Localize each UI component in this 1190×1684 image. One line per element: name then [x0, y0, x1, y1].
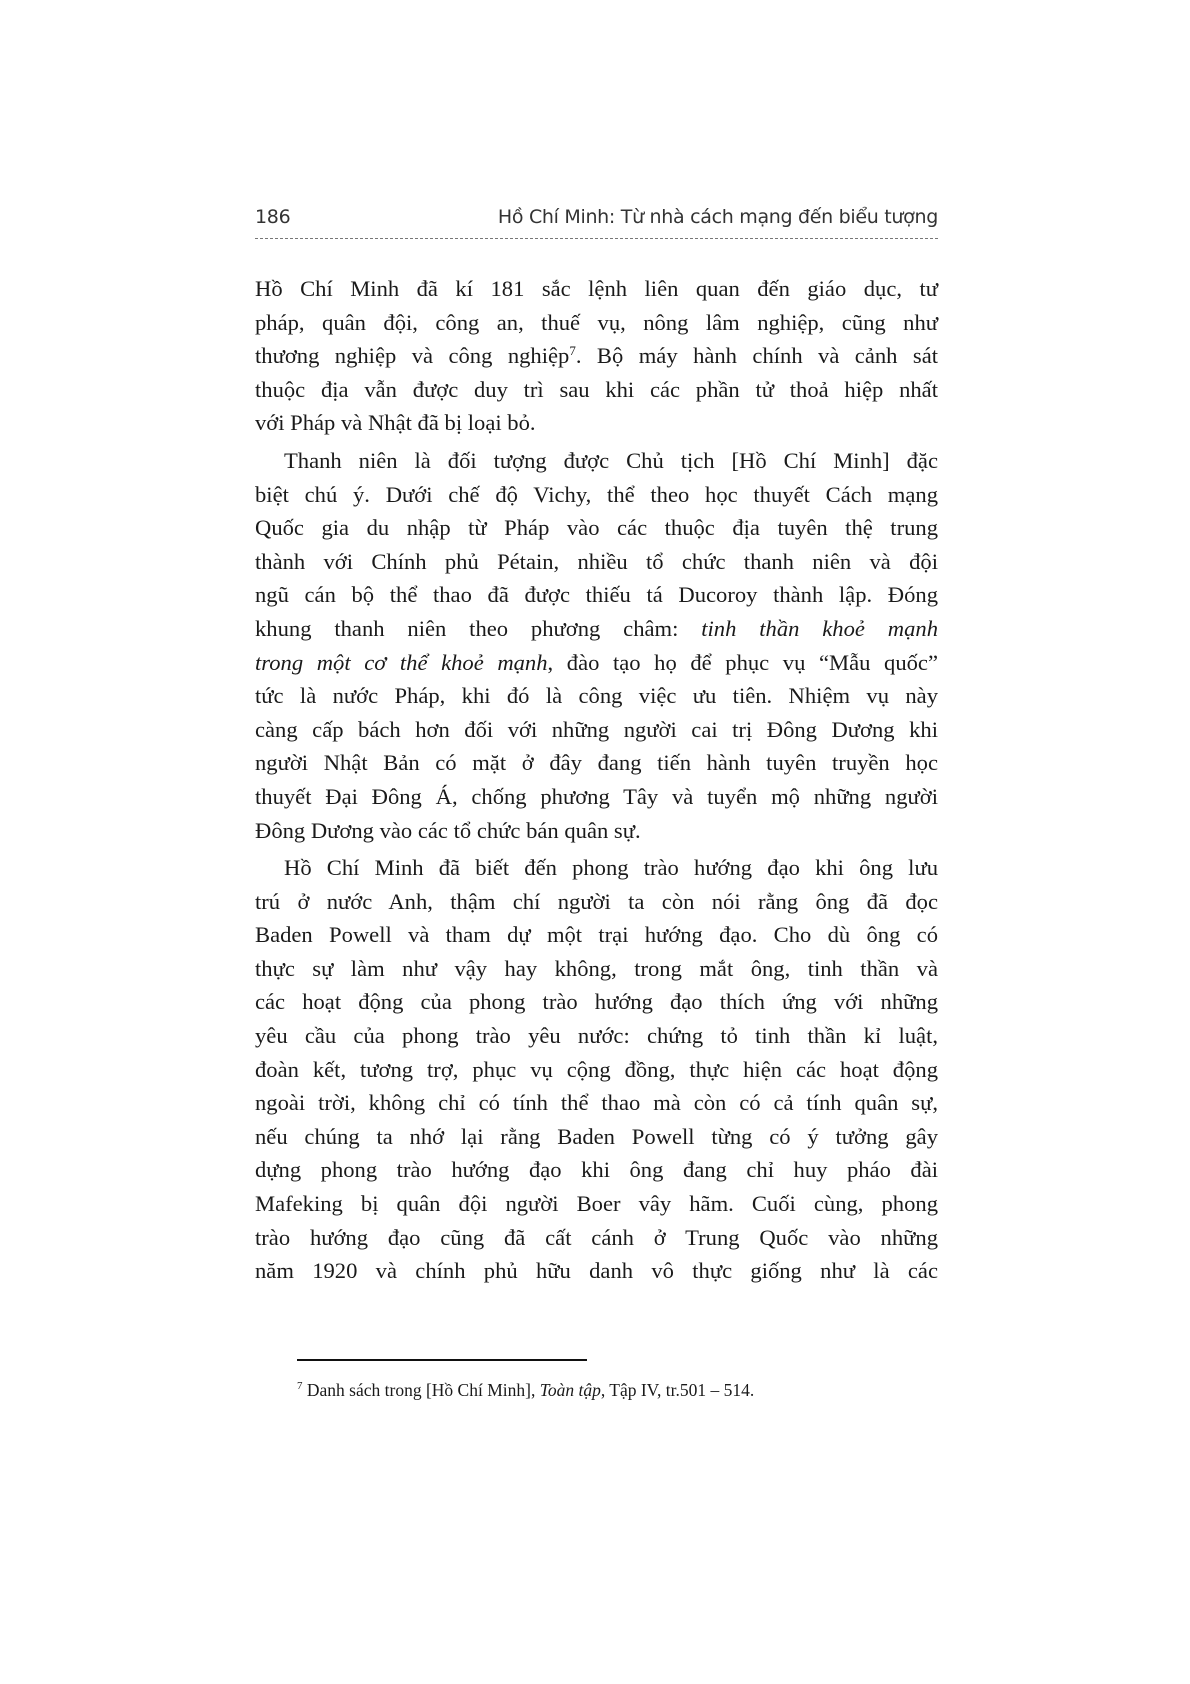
text-line: [255, 1086, 938, 1120]
text-line: [255, 612, 938, 646]
text-segment: Đông Dương vào các tổ chức bán quân sự.: [255, 817, 641, 843]
text-segment: yêu cầu của phong trào yêu nước: chứng tỏ tinh thần kỉ luật,: [255, 1023, 938, 1049]
text-line: [255, 1221, 938, 1255]
text-line: [255, 1019, 938, 1053]
text-segment: dựng phong trào hướng đạo khi ông đang chỉ huy pháo đài: [255, 1157, 938, 1183]
text-segment: nếu chúng ta nhớ lại rằng Baden Powell từng có ý tưởng gây: [255, 1123, 938, 1149]
text-segment: trú ở nước Anh, thậm chí người ta còn nói rằng ông đã đọc: [255, 888, 938, 914]
text-segment: tức là nước Pháp, khi đó là công việc ưu tiên. Nhiệm vụ này: [255, 683, 938, 709]
text-segment: Mafeking bị quân đội người Boer vây hãm. Cuối cùng, phong: [255, 1191, 938, 1217]
text-segment: Thanh niên là đối tượng được Chủ tịch [Hồ Chí Minh] đặc: [284, 447, 938, 473]
italic-text: tinh thần khoẻ mạnh: [701, 615, 938, 641]
footnote: [297, 1380, 754, 1401]
text-segment: . Bộ máy hành chính và cảnh sát: [575, 343, 938, 369]
text-segment: thuyết Đại Đông Á, chống phương Tây và tuyển mộ những người: [255, 783, 938, 809]
text-segment: càng cấp bách hơn đối với những người cai trị Đông Dương khi: [255, 716, 938, 742]
text-line: [255, 406, 938, 440]
text-segment: , đào tạo họ để phục vụ “Mẫu quốc”: [547, 649, 938, 675]
text-segment: Baden Powell và tham dự một trại hướng đạo. Cho dù ông có: [255, 922, 938, 948]
text-segment: các hoạt động của phong trào hướng đạo thích ứng với những: [255, 989, 938, 1015]
header-dotted-rule: [255, 238, 938, 239]
text-line: [255, 814, 938, 848]
text-line: [255, 713, 938, 747]
text-segment: pháp, quân đội, công an, thuế vụ, nông lâm nghiệp, cũng như: [255, 309, 938, 335]
text-segment: Quốc gia du nhập từ Pháp vào các thuộc địa tuyên thệ trung: [255, 515, 938, 541]
text-segment: người Nhật Bản có mặt ở đây đang tiến hành tuyên truyền học: [255, 750, 938, 776]
page-number: 186: [255, 206, 291, 228]
text-line: [255, 985, 938, 1019]
text-line: [255, 885, 938, 919]
text-segment: khung thanh niên theo phương châm:: [255, 615, 702, 641]
text-line: [255, 646, 938, 680]
running-header: [255, 206, 938, 238]
text-line: [255, 511, 938, 545]
paragraph: [255, 444, 938, 847]
text-line: [255, 851, 938, 885]
text-segment: thành với Chính phủ Pétain, nhiều tổ chức thanh niên và đội: [255, 548, 938, 574]
text-line: [255, 306, 938, 340]
text-segment: Hồ Chí Minh đã biết đến phong trào hướng đạo khi ông lưu: [284, 855, 938, 881]
text-line: [255, 578, 938, 612]
text-line: [255, 1153, 938, 1187]
text-segment: biệt chú ý. Dưới chế độ Vichy, thể theo học thuyết Cách mạng: [255, 481, 938, 507]
text-line: [255, 272, 938, 306]
text-line: [255, 746, 938, 780]
text-segment: với Pháp và Nhật đã bị loại bỏ.: [255, 410, 536, 436]
text-line: [255, 679, 938, 713]
text-segment: thương nghiệp và công nghiệp: [255, 343, 570, 369]
text-line: [255, 1187, 938, 1221]
footnote-separator: [297, 1359, 587, 1361]
footnote-text-end: , Tập IV, tr.501 – 514.: [600, 1380, 755, 1400]
text-line: [255, 918, 938, 952]
text-segment: thực sự làm như vậy hay không, trong mắt ông, tinh thần và: [255, 955, 938, 981]
body-text: [255, 272, 938, 1292]
text-line: [255, 444, 938, 478]
running-title: Hồ Chí Minh: Từ nhà cách mạng đến biểu tượng: [497, 206, 938, 228]
text-segment: thuộc địa vẫn được duy trì sau khi các phần tử thoả hiệp nhất: [255, 376, 938, 402]
paragraph: [255, 851, 938, 1288]
text-line: [255, 1254, 938, 1288]
text-line: [255, 1120, 938, 1154]
italic-text: trong một cơ thể khoẻ mạnh: [255, 649, 548, 675]
text-line: [255, 780, 938, 814]
text-line: [255, 478, 938, 512]
text-segment: ngoài trời, không chỉ có tính thể thao mà còn có cả tính quân sự,: [255, 1090, 938, 1116]
paragraph: [255, 272, 938, 440]
footnote-text: Danh sách trong [Hồ Chí Minh],: [302, 1380, 540, 1400]
text-line: [255, 1053, 938, 1087]
text-line: [255, 545, 938, 579]
footnote-title: Toàn tập: [539, 1380, 601, 1400]
text-line: [255, 339, 938, 373]
footnote-reference: 7: [569, 343, 576, 359]
text-segment: đoàn kết, tương trợ, phục vụ cộng đồng, thực hiện các hoạt động: [255, 1056, 938, 1082]
text-segment: năm 1920 và chính phủ hữu danh vô thực giống như là các: [255, 1258, 938, 1284]
text-segment: ngũ cán bộ thể thao đã được thiếu tá Ducoroy thành lập. Đóng: [255, 582, 938, 608]
text-line: [255, 373, 938, 407]
text-segment: trào hướng đạo cũng đã cất cánh ở Trung Quốc vào những: [255, 1224, 938, 1250]
footnote-marker: 7: [297, 1380, 303, 1392]
text-line: [255, 952, 938, 986]
text-segment: Hồ Chí Minh đã kí 181 sắc lệnh liên quan đến giáo dục, tư: [255, 276, 938, 301]
